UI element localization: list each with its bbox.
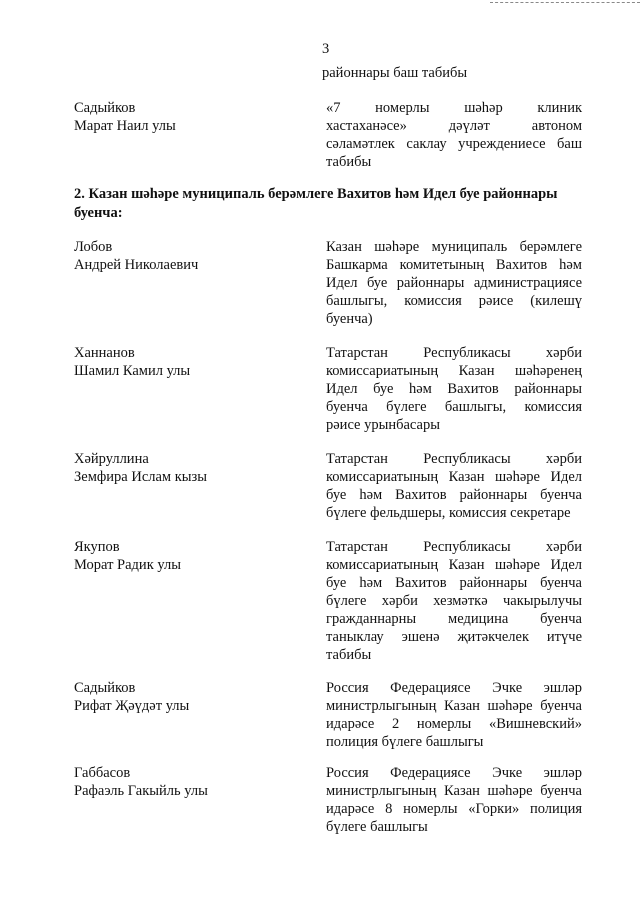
role-line: табибы — [326, 154, 372, 170]
role-line: буе һәм Вахитов районнары буенча — [326, 575, 582, 591]
role-line: Казан шәһәре муниципаль берәмлеге — [326, 239, 582, 255]
member-given-name: Рафаэль Гакыйль улы — [74, 783, 208, 799]
member-given-name: Морат Радик улы — [74, 557, 181, 573]
role-line: башлыгы, комиссия рәисе (килешү — [326, 293, 582, 309]
member-name-block — [74, 764, 208, 800]
member-surname: Лобов — [74, 239, 113, 255]
role-line: идарәсе 2 номерлы «Вишневский» — [326, 716, 582, 732]
member-surname: Садыйков — [74, 680, 136, 696]
role-line: рәисе урынбасары — [326, 417, 440, 433]
role-line: Идел буе һәм Вахитов районнары — [326, 381, 582, 397]
member-name-block — [74, 679, 189, 715]
role-line: Татарстан Республикасы хәрби — [326, 539, 582, 555]
role-line: буенча бүлеге башлыгы, комиссия — [326, 399, 582, 415]
role-line: Татарстан Республикасы хәрби — [326, 451, 582, 467]
member-role — [326, 238, 582, 328]
role-line: гражданнарны медицина буенча — [326, 611, 582, 627]
member-role — [326, 538, 582, 664]
member-role — [326, 679, 582, 751]
member-name-block — [74, 238, 198, 274]
role-line: буенча) — [326, 311, 373, 327]
role-line: бүлеге фельдшеры, комиссия секретаре — [326, 505, 571, 521]
member-role — [326, 344, 582, 434]
member-name-block — [74, 99, 176, 135]
role-line: хастаханәсе» дәүләт автоном — [326, 118, 582, 134]
member-surname: Якупов — [74, 539, 120, 555]
role-line: Башкарма комитетының Вахитов һәм — [326, 257, 582, 273]
role-line: министрлыгының Казан шәһәре буенча — [326, 783, 582, 799]
role-line: министрлыгының Казан шәһәре буенча — [326, 698, 582, 714]
member-surname: Садыйков — [74, 100, 136, 116]
top-border-line — [490, 2, 640, 3]
role-line: комиссариатының Казан шәһәре Идел — [326, 557, 582, 573]
member-role — [326, 764, 582, 836]
role-line: табибы — [326, 647, 372, 663]
role-line: комиссариатының Казан шәһәренең — [326, 363, 582, 379]
page-number: 3 — [322, 41, 330, 57]
member-surname: Хәйруллина — [74, 451, 149, 467]
member-given-name: Рифат Җәүдәт улы — [74, 698, 190, 714]
role-line: Россия Федерациясе Эчке эшләр — [326, 680, 582, 696]
role-line: сәламәтлек саклау учреждениесе баш — [326, 136, 582, 152]
member-given-name: Марат Наил улы — [74, 118, 176, 134]
member-name-block — [74, 450, 207, 486]
role-line: полиция бүлеге башлыгы — [326, 734, 484, 750]
role-line: буе һәм Вахитов районнары буенча — [326, 487, 582, 503]
role-line: Россия Федерациясе Эчке эшләр — [326, 765, 582, 781]
member-given-name: Андрей Николаевич — [74, 257, 199, 273]
continuation-text: районнары баш табибы — [322, 65, 468, 81]
member-given-name: Шамил Камил улы — [74, 363, 191, 379]
member-surname: Ханнанов — [74, 345, 135, 361]
member-given-name: Земфира Ислам кызы — [74, 469, 207, 485]
member-role — [326, 450, 582, 522]
role-line: Идел буе районнары администрациясе — [326, 275, 582, 291]
role-line: Татарстан Республикасы хәрби — [326, 345, 582, 361]
role-line: бүлеге башлыгы — [326, 819, 428, 835]
role-line: «7 номерлы шәһәр клиник — [326, 100, 582, 116]
section-title: 2. Казан шәһәре муниципаль берәмлеге Вахитов һәм Идел буе районнары буенча: — [74, 186, 558, 221]
role-line: идарәсе 8 номерлы «Горки» полиция — [326, 801, 582, 817]
role-line: бүлеге хәрби хезмәткә чакырылучы — [326, 593, 582, 609]
role-line: комиссариатының Казан шәһәре Идел — [326, 469, 582, 485]
member-surname: Габбасов — [74, 765, 131, 781]
member-role — [326, 99, 582, 171]
member-name-block — [74, 538, 181, 574]
role-line: таныклау эшенә җитәкчелек итүче — [326, 629, 582, 645]
member-name-block — [74, 344, 190, 380]
